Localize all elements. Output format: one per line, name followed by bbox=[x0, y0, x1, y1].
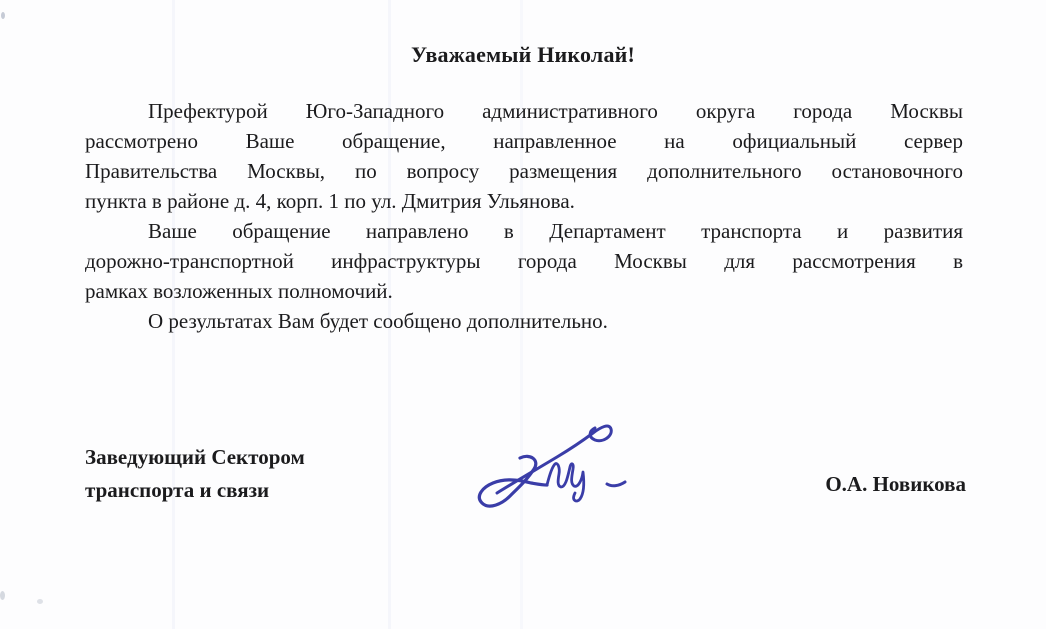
body-line: дорожно-транспортной инфраструктуры города Москвы для рассмотрения в bbox=[85, 249, 963, 273]
body-line: рамках возложенных полномочий. bbox=[85, 279, 393, 303]
body-line: пункта в районе д. 4, корп. 1 по ул. Дмитрия Ульянова. bbox=[85, 189, 575, 213]
body-line: Правительства Москвы, по вопросу размещения дополнительного остановочного bbox=[85, 159, 963, 183]
signer-position bbox=[85, 441, 305, 507]
signer-position-line2: транспорта и связи bbox=[85, 478, 270, 502]
scan-artifact-speck bbox=[0, 591, 5, 600]
signature-stroke bbox=[497, 426, 611, 493]
body-line: рассмотрено Ваше обращение, направленное на официальный сервер bbox=[85, 129, 963, 153]
scan-artifact-speck bbox=[1, 12, 5, 19]
signature-dash-stroke bbox=[607, 482, 625, 486]
handwritten-signature bbox=[475, 403, 650, 521]
body-line: О результатах Вам будет сообщено дополнительно. bbox=[148, 309, 608, 333]
body-text bbox=[85, 96, 963, 336]
signer-name: О.А. Новикова bbox=[825, 472, 966, 496]
scan-artifact-speck bbox=[37, 599, 43, 604]
signer-position-line1: Заведующий Сектором bbox=[85, 445, 305, 469]
signature-stroke bbox=[479, 456, 547, 506]
letter-salutation: Уважаемый Николай! bbox=[410, 42, 636, 67]
body-line: Ваше обращение направлено в Департамент транспорта и развития bbox=[148, 219, 963, 243]
signature-stroke bbox=[547, 464, 584, 501]
body-line: Префектурой Юго-Западного административного округа города Москвы bbox=[148, 99, 963, 123]
